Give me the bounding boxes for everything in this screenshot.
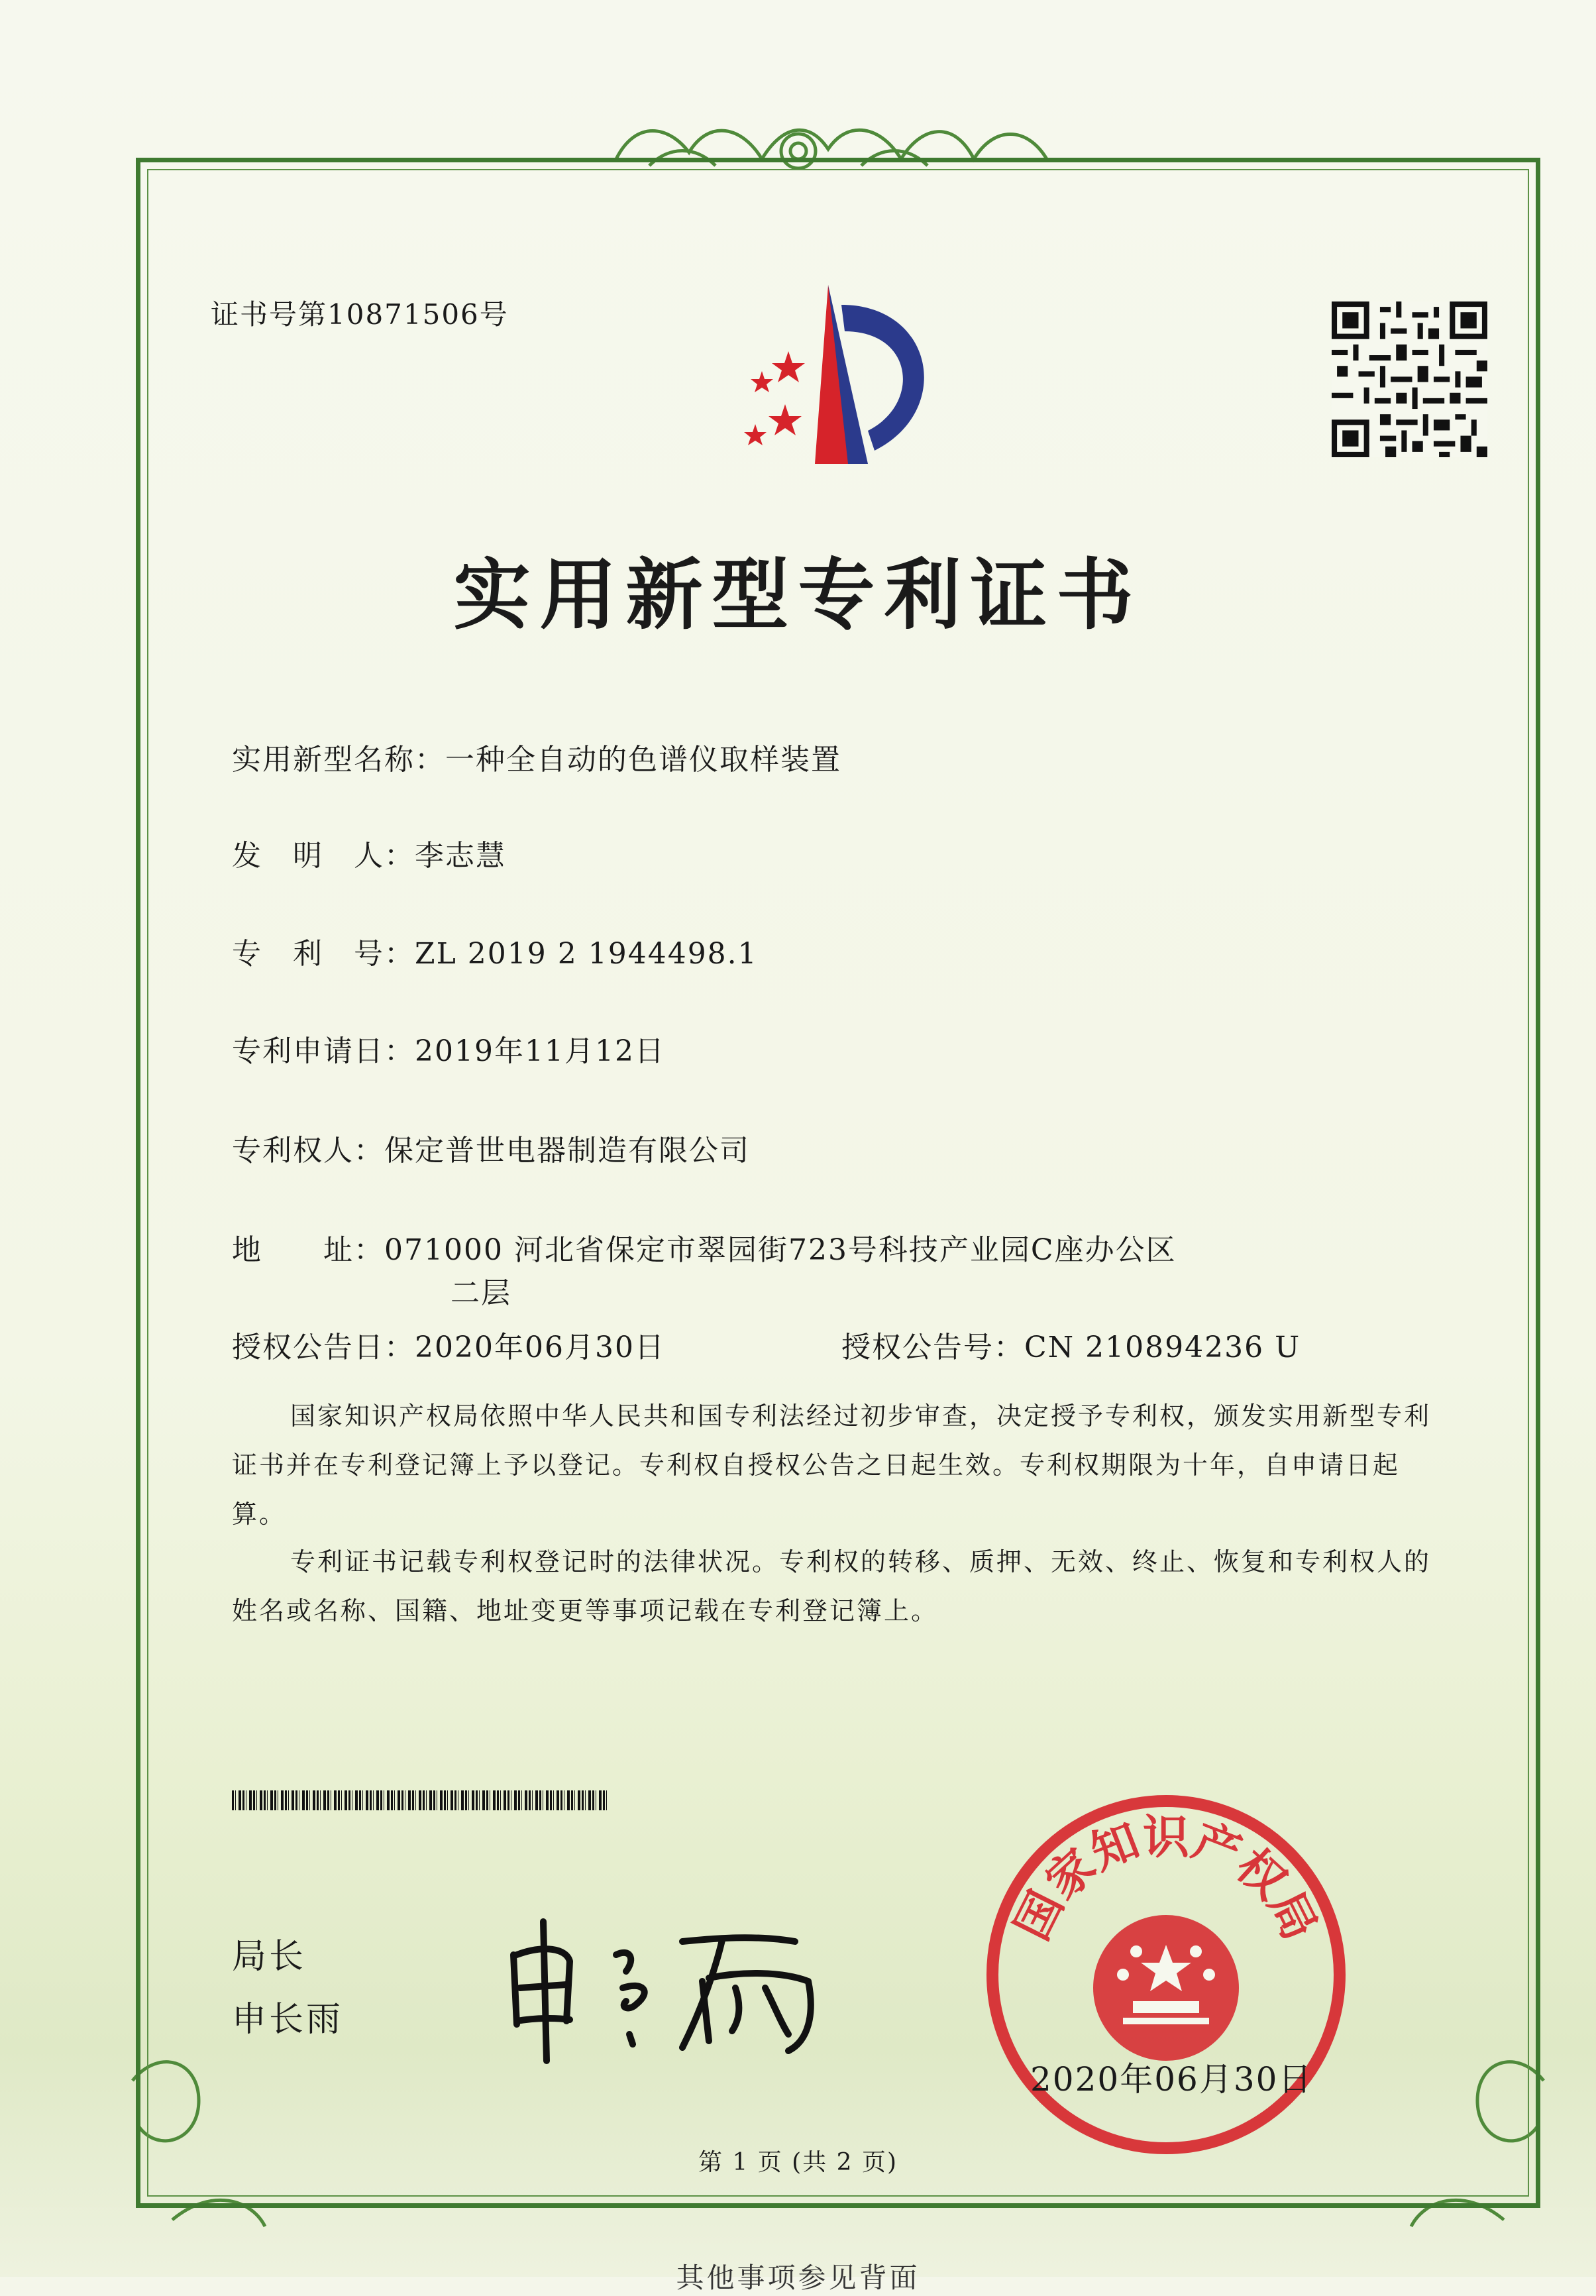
application-date-value: 2019年11月12日 [415,1034,665,1068]
address-label: 地 址： [232,1233,384,1267]
field-patent-number [232,930,758,972]
director-name: 申长雨 [232,2000,344,2040]
seal-text: 国家知识产权局 [1004,1809,1328,1949]
cnipa-logo-icon [716,278,974,477]
patent-number-value: ZL 2019 2 1944498.1 [415,937,758,971]
name-value: 一种全自动的色谱仪取样装置 [445,743,841,777]
grant-date-label: 授权公告日： [232,1331,415,1364]
patentee-label: 专利权人： [232,1134,384,1168]
inventor-label: 发 明 人： [232,839,415,873]
grant-number-value: CN 210894236 U [1024,1331,1301,1364]
application-date-label: 专利申请日： [232,1034,415,1068]
field-patentee [232,1126,750,1169]
qr-code-icon [1332,301,1487,457]
seal-date: 2020年06月30日 [1030,2060,1313,2099]
patentee-value: 保定普世电器制造有限公司 [384,1134,750,1168]
certificate-number: 证书号第10871506号 [211,298,509,331]
footer-cut-text: 其他事项参见背面 [676,2262,920,2294]
page-indicator: 第 1 页 (共 2 页) [698,2149,898,2176]
address-value-line1: 071000 河北省保定市翠园街723号科技产业园C座办公区 [384,1233,1177,1267]
body-paragraph-2: 专利证书记载专利权登记时的法律状况。专利权的转移、质押、无效、终止、恢复和专利权人的姓名或名称、国籍、地址变更等事项记载在专利登记簿上。 [232,1547,1432,1625]
grant-number-label: 授权公告号： [841,1331,1024,1364]
body-paragraph-1: 国家知识产权局依照中华人民共和国专利法经过初步审查，决定授予专利权，颁发实用新型专利证书并在专利登记簿上予以登记。专利权自授权公告之日起生效。专利权期限为十年，自申请日起算。 [232,1401,1432,1529]
handwritten-signature [504,1908,848,2067]
name-label: 实用新型名称： [232,743,445,777]
grant-date-value: 2020年06月30日 [415,1331,665,1364]
inventor-value: 李志慧 [415,839,506,873]
field-application-date [232,1027,665,1069]
field-inventor [232,832,506,874]
field-grant-date [232,1323,665,1366]
certificate-title: 实用新型专利证书 [453,550,1143,640]
field-address [232,1226,1177,1268]
patent-number-label: 专 利 号： [232,937,415,971]
barcode [232,1790,610,1810]
director-title: 局长 [232,1937,307,1977]
field-utility-model-name [232,736,841,778]
seal-stamp-icon [981,1789,1352,2160]
field-grant-number [841,1323,1301,1366]
address-value-line2: 二层 [451,1276,511,1310]
